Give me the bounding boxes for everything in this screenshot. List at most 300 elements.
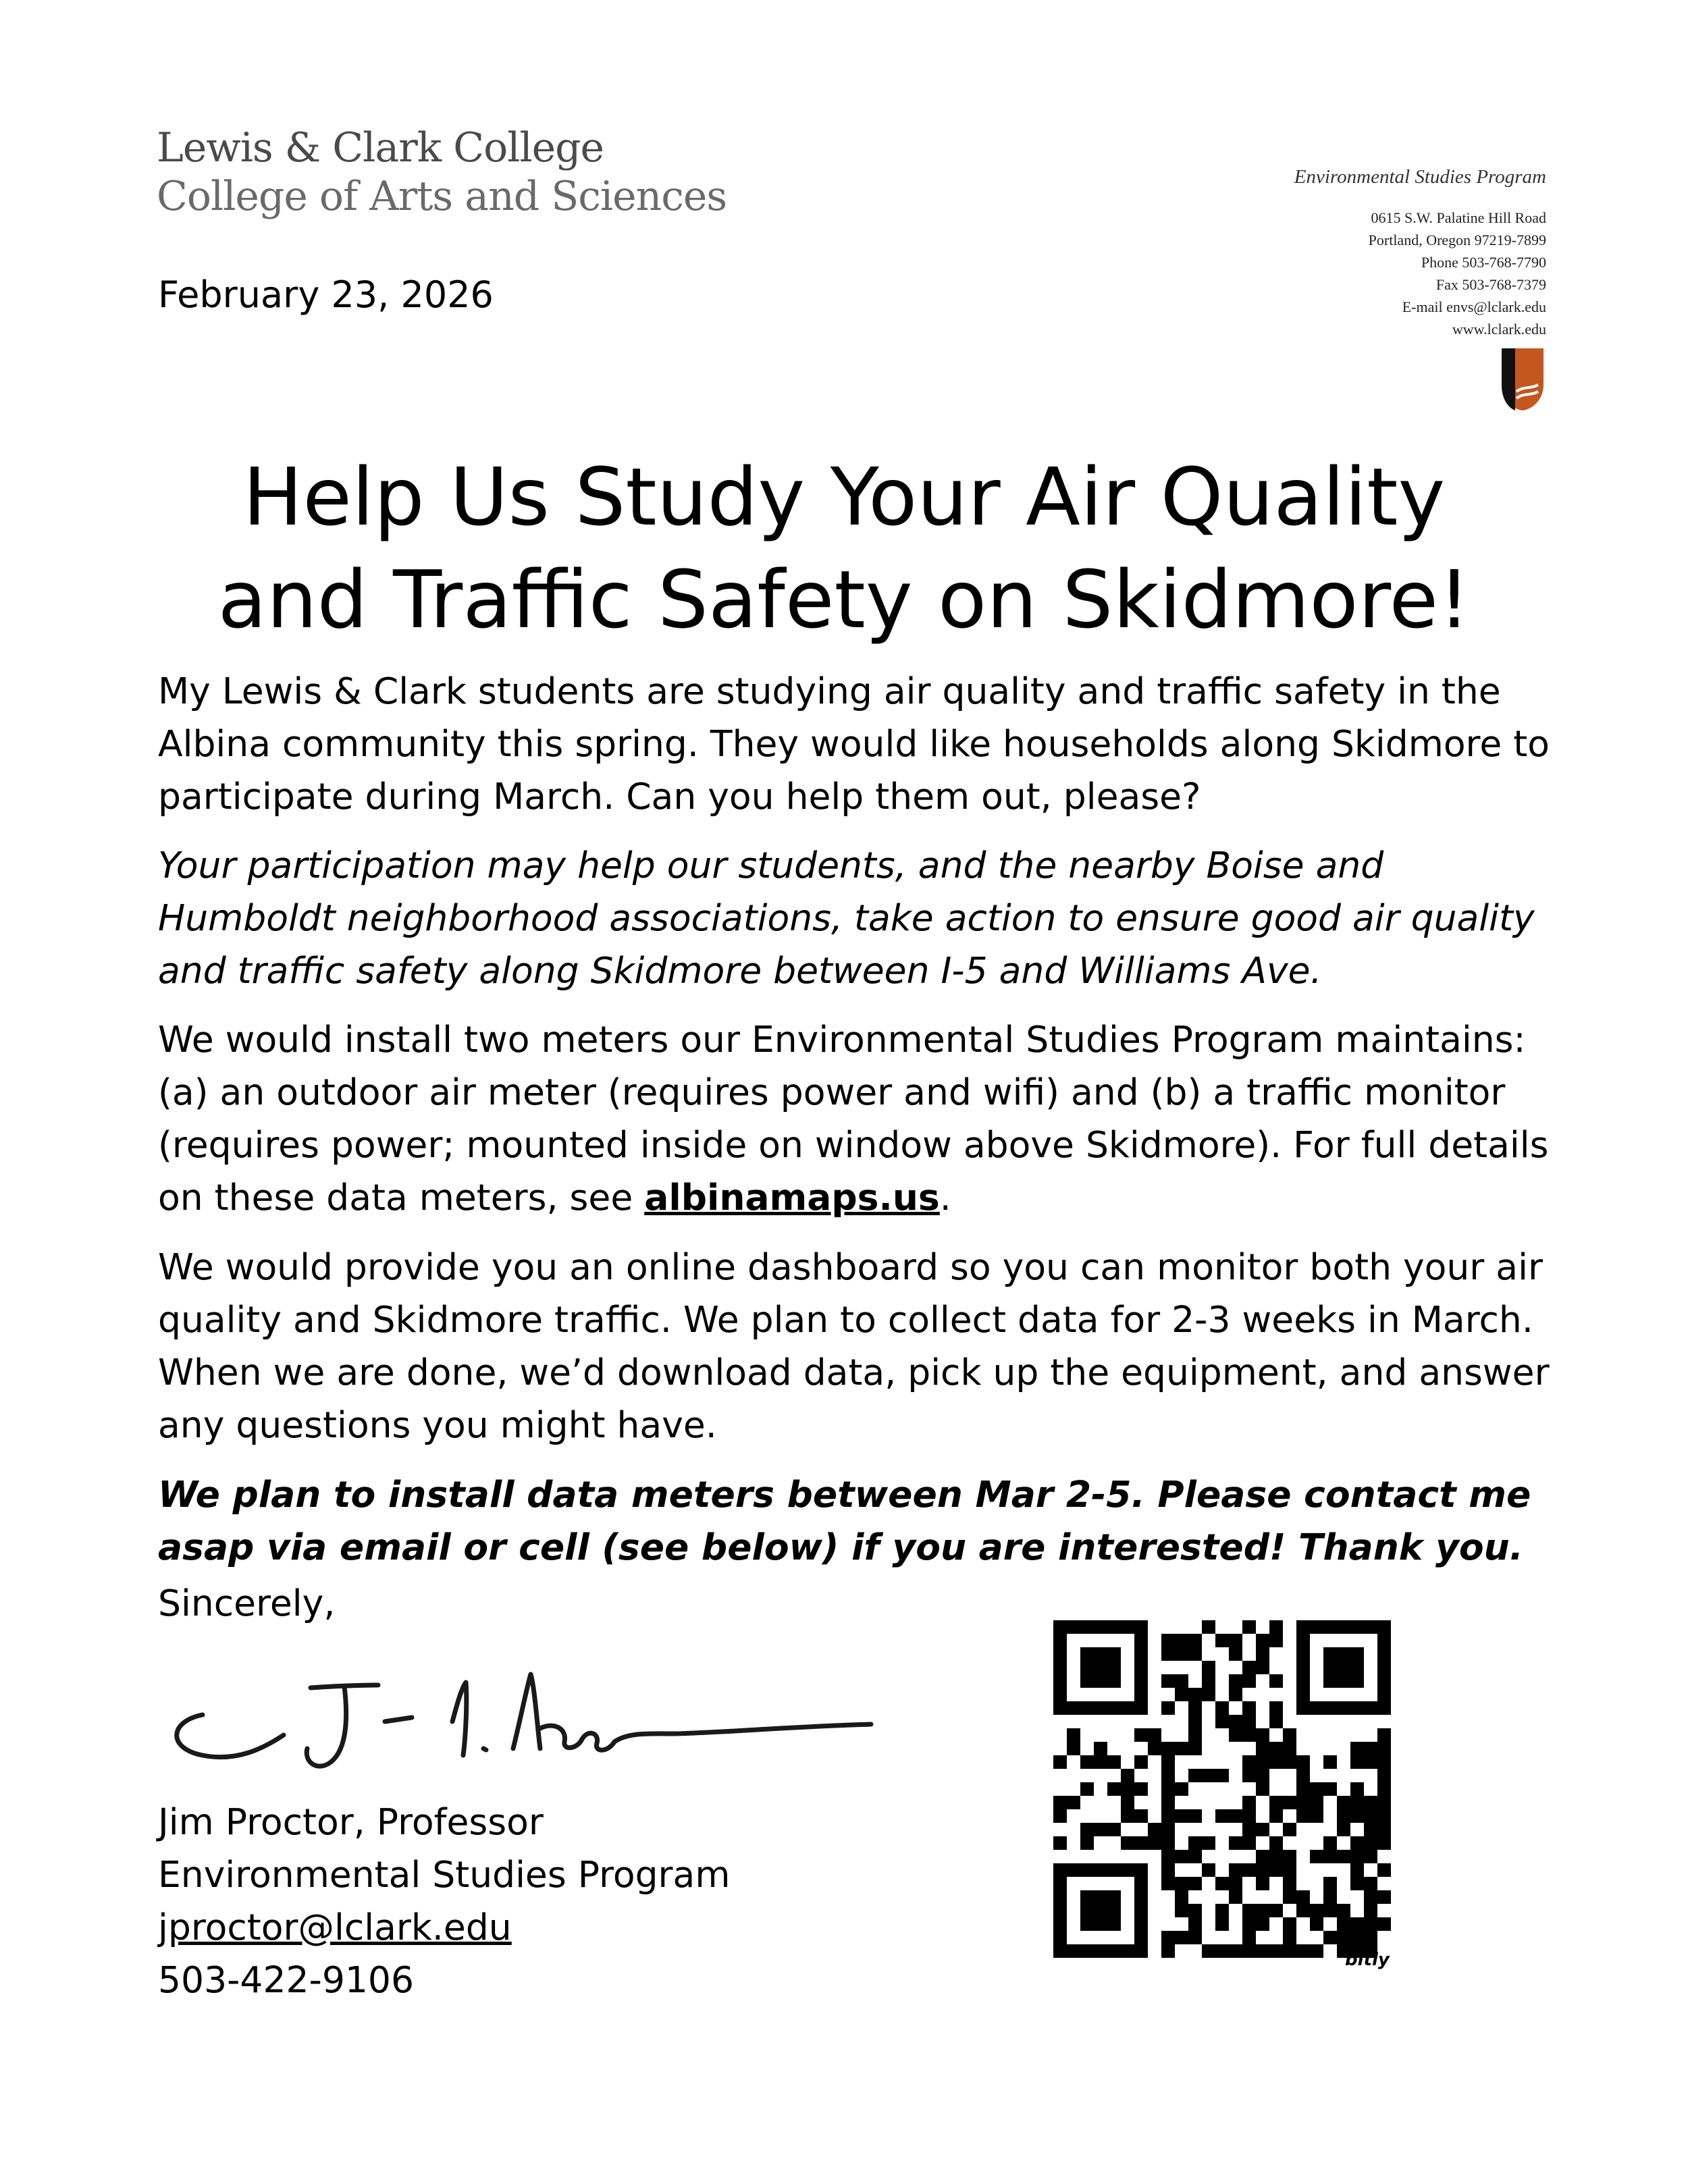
qr-module (1161, 1782, 1175, 1796)
qr-module (1364, 1877, 1377, 1890)
qr-module (1323, 1701, 1337, 1715)
qr-module (1364, 1931, 1377, 1944)
qr-module (1269, 1796, 1283, 1809)
qr-module (1107, 1620, 1121, 1634)
qr-module (1053, 1877, 1067, 1890)
qr-module (1161, 1944, 1175, 1958)
qr-module (1269, 1836, 1283, 1850)
qr-module (1053, 1863, 1067, 1877)
qr-module (1188, 1634, 1202, 1647)
qr-module (1377, 1755, 1391, 1769)
paragraph-dashboard: We would provide you an online dashboard so you can monitor both your air quality and Skidmore traffic. We plan to collect data for 2-3 weeks in March. When we are done, we’d download data, pick up the equipment, and answer any questions you might have. (158, 1246, 1550, 1446)
qr-module (1134, 1877, 1148, 1890)
qr-module (1067, 1944, 1080, 1958)
qr-module (1242, 1931, 1256, 1944)
qr-module (1134, 1688, 1148, 1701)
qr-module (1188, 1877, 1202, 1890)
qr-module (1242, 1769, 1256, 1782)
qr-module (1283, 1917, 1296, 1931)
letter-date: February 23, 2026 (158, 273, 494, 316)
qr-code-image (1053, 1620, 1391, 1958)
address-street: 0615 S.W. Palatine Hill Road (1371, 209, 1546, 226)
qr-module (1350, 1877, 1364, 1890)
qr-module (1283, 1877, 1296, 1890)
qr-module (1350, 1742, 1364, 1755)
qr-module (1256, 1647, 1269, 1661)
qr-module (1175, 1634, 1188, 1647)
handwritten-signature (162, 1647, 891, 1803)
qr-module (1188, 1728, 1202, 1742)
qr-module (1337, 1796, 1350, 1809)
qr-module (1121, 1944, 1134, 1958)
qr-module (1161, 1755, 1175, 1769)
qr-module (1107, 1890, 1121, 1904)
qr-module (1350, 1809, 1364, 1823)
qr-module (1094, 1620, 1107, 1634)
qr-module (1323, 1877, 1337, 1890)
qr-module (1283, 1742, 1296, 1755)
qr-module (1053, 1688, 1067, 1701)
qr-module (1296, 1904, 1310, 1917)
qr-module (1080, 1944, 1094, 1958)
qr-module (1067, 1863, 1080, 1877)
qr-module (1094, 1823, 1107, 1836)
qr-module (1215, 1904, 1229, 1917)
qr-module (1121, 1701, 1134, 1715)
address-fax: Fax 503-768-7379 (1435, 276, 1546, 293)
qr-module (1094, 1701, 1107, 1715)
qr-module (1283, 1796, 1296, 1809)
qr-module (1296, 1782, 1310, 1796)
qr-module (1242, 1715, 1256, 1728)
qr-module (1067, 1701, 1080, 1715)
qr-module (1256, 1728, 1269, 1742)
qr-module (1364, 1850, 1377, 1863)
qr-module (1337, 1661, 1350, 1674)
qr-module (1134, 1782, 1148, 1796)
qr-module (1323, 1755, 1337, 1769)
qr-module (1134, 1944, 1148, 1958)
qr-module (1080, 1661, 1094, 1674)
qr-module (1337, 1917, 1350, 1931)
qr-module (1215, 1701, 1229, 1715)
qr-module (1161, 1809, 1175, 1823)
qr-module (1323, 1782, 1337, 1796)
albinamaps-link[interactable]: albinamaps.us (644, 1176, 940, 1219)
qr-module (1188, 1769, 1202, 1782)
headline-line-1: Help Us Study Your Air Quality (242, 450, 1446, 543)
qr-brand-label: bitly (1345, 1950, 1390, 1970)
paragraph-meters-text: We would install two meters our Environmental Studies Program maintains: (a) an outdoor air meter (requires power and wifi) and (b) a traffic monitor (requires power; mounted inside on window above Skidmore). For full details on these data meters, see (158, 1018, 1549, 1219)
qr-module (1323, 1904, 1337, 1917)
qr-module (1337, 1809, 1350, 1823)
qr-module (1134, 1931, 1148, 1944)
qr-module (1350, 1917, 1364, 1931)
qr-module (1134, 1836, 1148, 1850)
qr-module (1080, 1904, 1094, 1917)
qr-module (1067, 1728, 1080, 1742)
qr-module (1107, 1823, 1121, 1836)
qr-module (1337, 1823, 1350, 1836)
qr-module (1229, 1728, 1242, 1742)
qr-module (1337, 1904, 1350, 1917)
qr-module (1175, 1688, 1188, 1701)
qr-module (1242, 1620, 1256, 1634)
qr-module (1310, 1782, 1323, 1796)
qr-module (1080, 1917, 1094, 1931)
qr-module (1202, 1674, 1215, 1688)
qr-module (1256, 1782, 1269, 1796)
qr-module (1323, 1661, 1337, 1674)
address-block (1369, 207, 1546, 340)
qr-module (1296, 1647, 1310, 1661)
qr-module (1350, 1755, 1364, 1769)
qr-module (1242, 1661, 1256, 1674)
qr-module (1242, 1823, 1256, 1836)
qr-module (1053, 1917, 1067, 1931)
qr-module (1067, 1796, 1080, 1809)
qr-module (1256, 1823, 1269, 1836)
qr-module (1323, 1931, 1337, 1944)
qr-module (1364, 1890, 1377, 1904)
address-city: Portland, Oregon 97219-7899 (1368, 232, 1546, 248)
college-shield-icon (1500, 347, 1545, 412)
qr-module (1256, 1769, 1269, 1782)
qr-module (1296, 1796, 1310, 1809)
qr-module (1377, 1917, 1391, 1931)
qr-module (1296, 1769, 1310, 1782)
qr-module (1350, 1850, 1364, 1863)
qr-module (1121, 1620, 1134, 1634)
qr-module (1269, 1620, 1283, 1634)
qr-module (1337, 1674, 1350, 1688)
qr-module (1080, 1782, 1094, 1796)
qr-module (1188, 1647, 1202, 1661)
qr-module (1283, 1863, 1296, 1877)
qr-module (1134, 1647, 1148, 1661)
qr-module (1310, 1904, 1323, 1917)
qr-module (1080, 1890, 1094, 1904)
qr-module (1337, 1850, 1350, 1863)
qr-module (1364, 1701, 1377, 1715)
qr-module (1134, 1620, 1148, 1634)
qr-module (1377, 1836, 1391, 1850)
qr-module (1215, 1769, 1229, 1782)
qr-module (1242, 1809, 1256, 1823)
qr-module (1148, 1836, 1161, 1850)
qr-module (1364, 1755, 1377, 1769)
qr-module (1134, 1755, 1148, 1769)
qr-module (1323, 1890, 1337, 1904)
qr-module (1269, 1634, 1283, 1647)
qr-module (1161, 1823, 1175, 1836)
qr-module (1175, 1890, 1188, 1904)
qr-module (1337, 1931, 1350, 1944)
qr-module (1175, 1647, 1188, 1661)
signer-block (158, 1796, 730, 2006)
address-phone: Phone 503-768-7790 (1421, 254, 1546, 271)
qr-module (1080, 1863, 1094, 1877)
qr-module (1161, 1674, 1175, 1688)
qr-module (1202, 1944, 1215, 1958)
qr-module (1296, 1809, 1310, 1823)
qr-module (1188, 1809, 1202, 1823)
qr-module (1269, 1701, 1283, 1715)
qr-module (1229, 1688, 1242, 1701)
qr-module (1161, 1931, 1175, 1944)
qr-module (1121, 1796, 1134, 1809)
qr-module (1296, 1620, 1310, 1634)
qr-module (1242, 1944, 1256, 1958)
qr-module (1337, 1647, 1350, 1661)
qr-module (1094, 1647, 1107, 1661)
qr-module (1296, 1890, 1310, 1904)
qr-module (1053, 1809, 1067, 1823)
qr-code[interactable] (1053, 1620, 1404, 1985)
qr-module (1175, 1850, 1188, 1863)
qr-module (1080, 1701, 1094, 1715)
qr-module (1269, 1863, 1283, 1877)
qr-module (1134, 1890, 1148, 1904)
qr-module (1283, 1728, 1296, 1742)
qr-module (1296, 1944, 1310, 1958)
qr-module (1256, 1944, 1269, 1958)
qr-module (1377, 1634, 1391, 1647)
qr-module (1107, 1674, 1121, 1688)
qr-module (1202, 1836, 1215, 1850)
qr-module (1256, 1904, 1269, 1917)
qr-module (1256, 1863, 1269, 1877)
qr-module (1202, 1620, 1215, 1634)
paragraph-intro: My Lewis & Clark students are studying air quality and traffic safety in the Albina community this spring. They would like households along Skidmore to participate during March. Can you help them out, please? (158, 670, 1550, 818)
qr-module (1296, 1634, 1310, 1647)
qr-module (1215, 1809, 1229, 1823)
qr-module (1053, 1634, 1067, 1647)
qr-module (1364, 1742, 1377, 1755)
qr-module (1215, 1944, 1229, 1958)
qr-module (1161, 1742, 1175, 1755)
qr-module (1364, 1796, 1377, 1809)
qr-module (1094, 1890, 1107, 1904)
qr-module (1229, 1877, 1242, 1890)
qr-module (1161, 1769, 1175, 1782)
qr-module (1242, 1674, 1256, 1688)
address-website: www.lclark.edu (1452, 321, 1546, 338)
qr-module (1229, 1809, 1242, 1823)
qr-module (1188, 1917, 1202, 1931)
qr-module (1377, 1769, 1391, 1782)
qr-module (1256, 1917, 1269, 1931)
qr-module (1121, 1782, 1134, 1796)
qr-module (1256, 1634, 1269, 1647)
qr-module (1188, 1931, 1202, 1944)
qr-module (1148, 1823, 1161, 1836)
qr-module (1350, 1796, 1364, 1809)
qr-module (1377, 1728, 1391, 1742)
qr-module (1161, 1836, 1175, 1850)
address-email: E-mail envs@lclark.edu (1402, 298, 1546, 315)
qr-module (1188, 1850, 1202, 1863)
qr-module (1269, 1904, 1283, 1917)
qr-module (1242, 1904, 1256, 1917)
qr-module (1107, 1647, 1121, 1661)
qr-module (1121, 1863, 1134, 1877)
headline (81, 446, 1607, 651)
qr-module (1134, 1904, 1148, 1917)
qr-module (1323, 1836, 1337, 1850)
qr-module (1067, 1742, 1080, 1755)
qr-module (1350, 1931, 1364, 1944)
qr-module (1094, 1863, 1107, 1877)
qr-module (1107, 1782, 1121, 1796)
qr-module (1053, 1890, 1067, 1904)
qr-module (1350, 1620, 1364, 1634)
qr-module (1256, 1742, 1269, 1755)
college-division: College of Arts and Sciences (157, 173, 727, 220)
qr-module (1175, 1931, 1188, 1944)
qr-module (1310, 1809, 1323, 1823)
paragraph-meters (158, 1013, 1562, 1224)
qr-module (1256, 1877, 1269, 1890)
qr-module (1377, 1742, 1391, 1755)
qr-module (1242, 1728, 1256, 1742)
qr-module (1377, 1688, 1391, 1701)
qr-module (1350, 1836, 1364, 1850)
qr-module (1377, 1782, 1391, 1796)
qr-module (1080, 1836, 1094, 1850)
qr-module (1080, 1620, 1094, 1634)
qr-module (1053, 1755, 1067, 1769)
qr-module (1229, 1674, 1242, 1688)
qr-module (1296, 1661, 1310, 1674)
qr-module (1323, 1620, 1337, 1634)
college-name: Lewis & Clark College (157, 124, 604, 171)
qr-module (1094, 1904, 1107, 1917)
qr-module (1377, 1890, 1391, 1904)
qr-module (1283, 1890, 1296, 1904)
qr-module (1337, 1620, 1350, 1634)
qr-module (1229, 1836, 1242, 1850)
qr-module (1121, 1769, 1134, 1782)
qr-module (1296, 1688, 1310, 1701)
qr-module (1148, 1742, 1161, 1755)
qr-module (1161, 1863, 1175, 1877)
qr-module (1148, 1728, 1161, 1742)
qr-module (1350, 1863, 1364, 1877)
qr-module (1188, 1715, 1202, 1728)
qr-module (1134, 1701, 1148, 1715)
paragraph-call-to-action: We plan to install data meters between Mar 2-5. Please contact me asap via email or cell (see below) if you are interested! Thank you. (158, 1473, 1531, 1568)
headline-line-2: and Traffic Safety on Skidmore! (217, 553, 1471, 646)
qr-module (1175, 1674, 1188, 1688)
qr-module (1310, 1850, 1323, 1863)
signer-program: Environmental Studies Program (158, 1853, 731, 1896)
qr-module (1323, 1647, 1337, 1661)
qr-module (1053, 1796, 1067, 1809)
qr-module (1283, 1850, 1296, 1863)
qr-module (1269, 1715, 1283, 1728)
program-name: Environmental Studies Program (1294, 166, 1546, 188)
qr-module (1296, 1701, 1310, 1715)
signer-email-link[interactable]: jproctor@lclark.edu (158, 1906, 512, 1948)
qr-module (1283, 1944, 1296, 1958)
qr-module (1121, 1836, 1134, 1850)
qr-module (1053, 1931, 1067, 1944)
qr-module (1134, 1917, 1148, 1931)
paragraph-impact: Your participation may help our students, and the nearby Boise and Humboldt neighborhood associations, take action to ensure good air quality and traffic safety along Skidmore between I-5 and Williams Ave. (158, 844, 1535, 992)
qr-module (1310, 1701, 1323, 1715)
qr-module (1229, 1944, 1242, 1958)
qr-module (1053, 1647, 1067, 1661)
qr-module (1107, 1944, 1121, 1958)
qr-module (1134, 1634, 1148, 1647)
qr-module (1364, 1620, 1377, 1634)
qr-module (1377, 1674, 1391, 1688)
qr-module (1053, 1620, 1067, 1634)
qr-module (1296, 1755, 1310, 1769)
qr-module (1310, 1620, 1323, 1634)
qr-module (1229, 1890, 1242, 1904)
qr-module (1134, 1661, 1148, 1674)
qr-module (1094, 1674, 1107, 1688)
qr-module (1107, 1917, 1121, 1931)
qr-module (1364, 1904, 1377, 1917)
qr-module (1053, 1904, 1067, 1917)
qr-module (1053, 1661, 1067, 1674)
qr-module (1175, 1904, 1188, 1917)
qr-module (1242, 1755, 1256, 1769)
qr-module (1242, 1863, 1256, 1877)
qr-module (1080, 1674, 1094, 1688)
qr-module (1256, 1755, 1269, 1769)
qr-module (1107, 1755, 1121, 1769)
qr-module (1188, 1904, 1202, 1917)
qr-module (1283, 1755, 1296, 1769)
qr-module (1269, 1674, 1283, 1688)
qr-module (1175, 1742, 1188, 1755)
qr-module (1229, 1634, 1242, 1647)
qr-module (1377, 1701, 1391, 1715)
qr-module (1188, 1688, 1202, 1701)
qr-module (1283, 1931, 1296, 1944)
qr-module (1202, 1769, 1215, 1782)
qr-module (1134, 1674, 1148, 1688)
signer-phone: 503-422-9106 (158, 1959, 414, 2001)
qr-module (1175, 1782, 1188, 1796)
qr-module (1175, 1809, 1188, 1823)
qr-module (1310, 1944, 1323, 1958)
qr-module (1175, 1877, 1188, 1890)
qr-module (1269, 1809, 1283, 1823)
paragraph-meters-end: . (939, 1176, 951, 1219)
qr-module (1269, 1944, 1283, 1958)
qr-module (1310, 1796, 1323, 1809)
qr-module (1215, 1715, 1229, 1728)
qr-module (1107, 1904, 1121, 1917)
qr-module (1364, 1836, 1377, 1850)
qr-module (1215, 1634, 1229, 1647)
qr-module (1364, 1809, 1377, 1823)
qr-module (1202, 1863, 1215, 1877)
qr-module (1202, 1688, 1215, 1701)
qr-module (1377, 1620, 1391, 1634)
qr-module (1107, 1701, 1121, 1715)
qr-module (1053, 1836, 1067, 1850)
qr-module (1229, 1715, 1242, 1728)
qr-module (1080, 1647, 1094, 1661)
qr-module (1053, 1701, 1067, 1715)
qr-module (1188, 1701, 1202, 1715)
